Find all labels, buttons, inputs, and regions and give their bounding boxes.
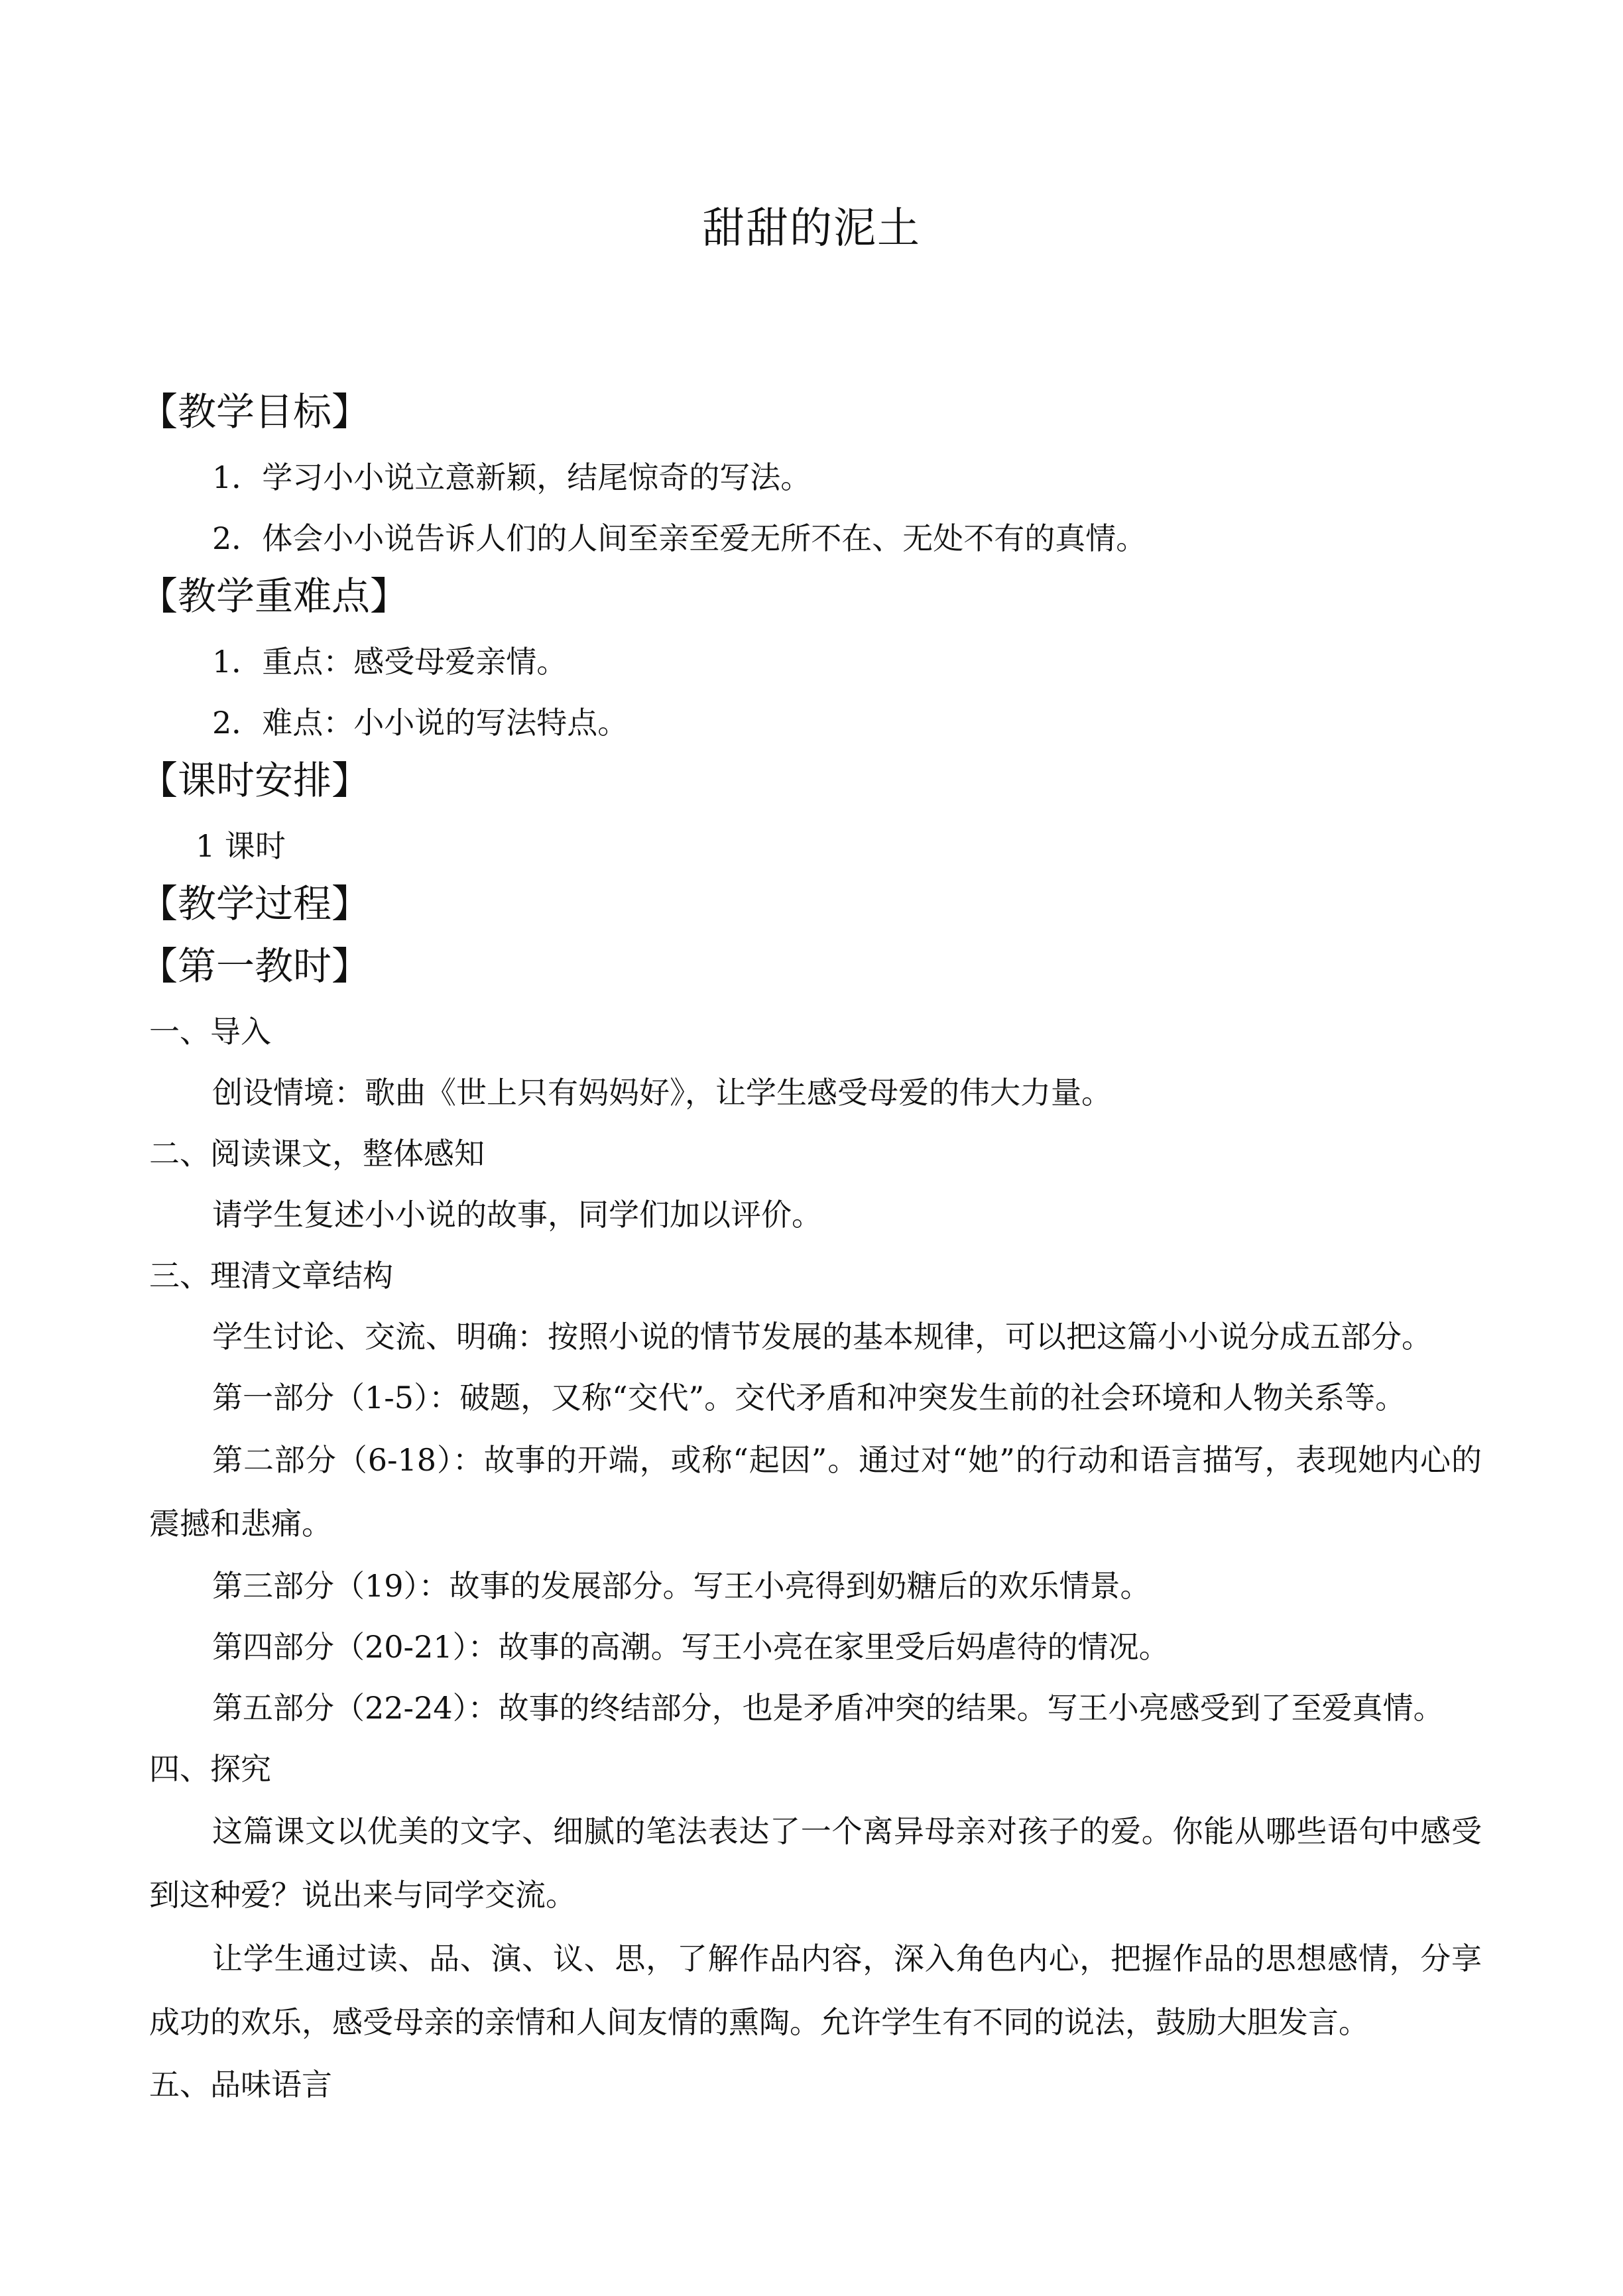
section-heading-structure: 三、理清文章结构 [149,1258,393,1294]
section-heading-intro: 一、导入 [149,1014,271,1050]
heading-key-points: 【教学重难点】 [139,574,409,619]
structure-para-3: 第二部分（6-18）：故事的开端，或称“起因”。通过对“她”的行动和语言描写，表现她内心的震撼和悲痛。 [149,1442,1482,1541]
structure-para-4: 第三部分（19）：故事的发展部分。写王小亮得到奶糖后的欢乐情景。 [212,1568,1151,1604]
key-point-item-1: 1．重点：感受母爱亲情。 [212,644,568,680]
heading-teaching-process: 【教学过程】 [139,881,371,926]
goal-item-2: 2．体会小小说告诉人们的人间至亲至爱无所不在、无处不有的真情。 [212,520,1147,556]
heading-teaching-goals: 【教学目标】 [139,389,371,434]
goal-item-1: 1．学习小小说立意新颖，结尾惊奇的写法。 [212,459,812,495]
heading-schedule: 【课时安排】 [139,758,371,803]
heading-first-lesson: 【第一教时】 [139,943,371,989]
section-reading-para: 请学生复述小小说的故事，同学们加以评价。 [212,1197,822,1233]
section-heading-language: 五、品味语言 [149,2067,332,2102]
explore-para-2: 让学生通过读、品、演、议、思，了解作品内容，深入角色内心，把握作品的思想感情，分享成功的欢乐，感受母亲的亲情和人间友情的熏陶。允许学生有不同的说法，鼓励大胆发言。 [149,1941,1482,2040]
structure-para-2: 第一部分（1-5）：破题，又称“交代”。交代矛盾和冲突发生前的社会环境和人物关系等。 [212,1380,1406,1416]
schedule-text: 1 课时 [196,828,286,864]
explore-para-1: 这篇课文以优美的文字、细腻的笔法表达了一个离异母亲对孩子的爱。你能从哪些语句中感受到这种爱？说出来与同学交流。 [149,1813,1482,1913]
section-heading-reading: 二、阅读课文，整体感知 [149,1136,485,1172]
document-body [139,385,1482,2115]
section-heading-explore: 四、探究 [149,1751,271,1787]
structure-para-6: 第五部分（22-24）：故事的终结部分，也是矛盾冲突的结果。写王小亮感受到了至爱真情。 [212,1690,1444,1726]
structure-para-1: 学生讨论、交流、明确：按照小说的情节发展的基本规律，可以把这篇小小说分成五部分。 [212,1319,1432,1355]
structure-para-5: 第四部分（20-21）：故事的高潮。写王小亮在家里受后妈虐待的情况。 [212,1629,1170,1665]
key-point-item-2: 2．难点：小小说的写法特点。 [212,705,629,741]
section-intro-para: 创设情境：歌曲《世上只有妈妈好》，让学生感受母爱的伟大力量。 [212,1075,1112,1111]
document-title: 甜甜的泥土 [702,204,921,253]
